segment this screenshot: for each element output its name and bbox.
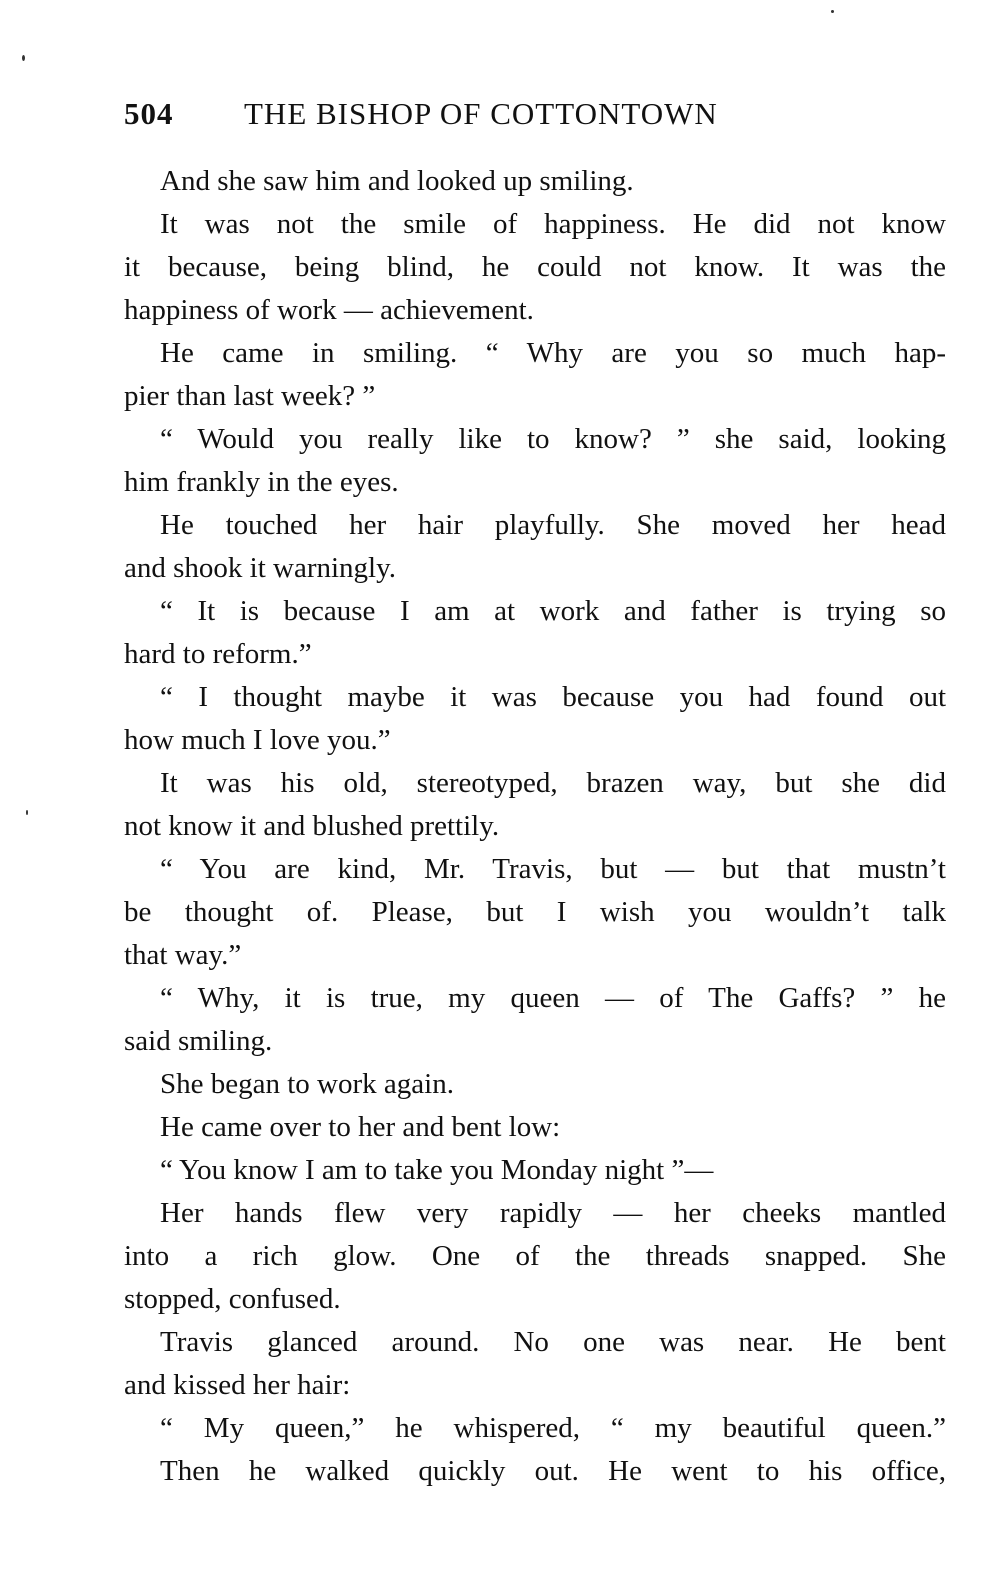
print-speck (22, 55, 25, 61)
page-number: 504 (124, 96, 174, 131)
book-title: THE BISHOP OF COTTONTOWN (244, 96, 718, 131)
text-line: And she saw him and looked up smiling. (160, 165, 634, 197)
text-line: “ Why, it is true, my queen — of The Gaffs? ” he (160, 982, 946, 1014)
text-line: It was his old, stereotyped, brazen way, but she did (160, 767, 946, 799)
text-line: how much I love you.” (124, 724, 391, 756)
text-line: Her hands flew very rapidly — her cheeks mantled (160, 1197, 946, 1229)
text-line: and shook it warningly. (124, 552, 396, 584)
text-line: him frankly in the eyes. (124, 466, 399, 498)
text-line: be thought of. Please, but I wish you wouldn’t talk (124, 896, 946, 928)
text-line: Travis glanced around. No one was near. He bent (160, 1326, 946, 1358)
text-line: He touched her hair playfully. She moved her head (160, 509, 946, 541)
text-line: “ It is because I am at work and father is trying so (160, 595, 946, 627)
text-line: into a rich glow. One of the threads snapped. She (124, 1240, 946, 1272)
text-line: Then he walked quickly out. He went to his office, (160, 1455, 946, 1487)
text-line: happiness of work — achievement. (124, 294, 534, 326)
text-line: It was not the smile of happiness. He did not know (160, 208, 946, 240)
text-line: that way.” (124, 939, 242, 971)
print-speck (831, 10, 834, 13)
text-line: it because, being blind, he could not know. It was the (124, 251, 946, 283)
text-line: not know it and blushed prettily. (124, 810, 500, 842)
text-line: said smiling. (124, 1025, 273, 1057)
print-speck (26, 810, 28, 815)
body-text (124, 160, 946, 1493)
text-line: “ You know I am to take you Monday night ”— (160, 1154, 714, 1186)
text-line: “ I thought maybe it was because you had found out (160, 681, 946, 713)
text-line: “ Would you really like to know? ” she said, looking (160, 423, 946, 455)
text-line: “ My queen,” he whispered, “ my beautiful queen.” (160, 1412, 946, 1444)
text-line: She began to work again. (160, 1068, 454, 1100)
text-line: He came in smiling. “ Why are you so much hap- (160, 337, 946, 369)
text-line: hard to reform.” (124, 638, 312, 670)
text-line: “ You are kind, Mr. Travis, but — but that mustn’t (160, 853, 946, 885)
text-line: pier than last week? ” (124, 380, 376, 412)
running-head (124, 96, 844, 140)
text-line: stopped, confused. (124, 1283, 341, 1315)
text-line: and kissed her hair: (124, 1369, 351, 1401)
text-line: He came over to her and bent low: (160, 1111, 561, 1143)
